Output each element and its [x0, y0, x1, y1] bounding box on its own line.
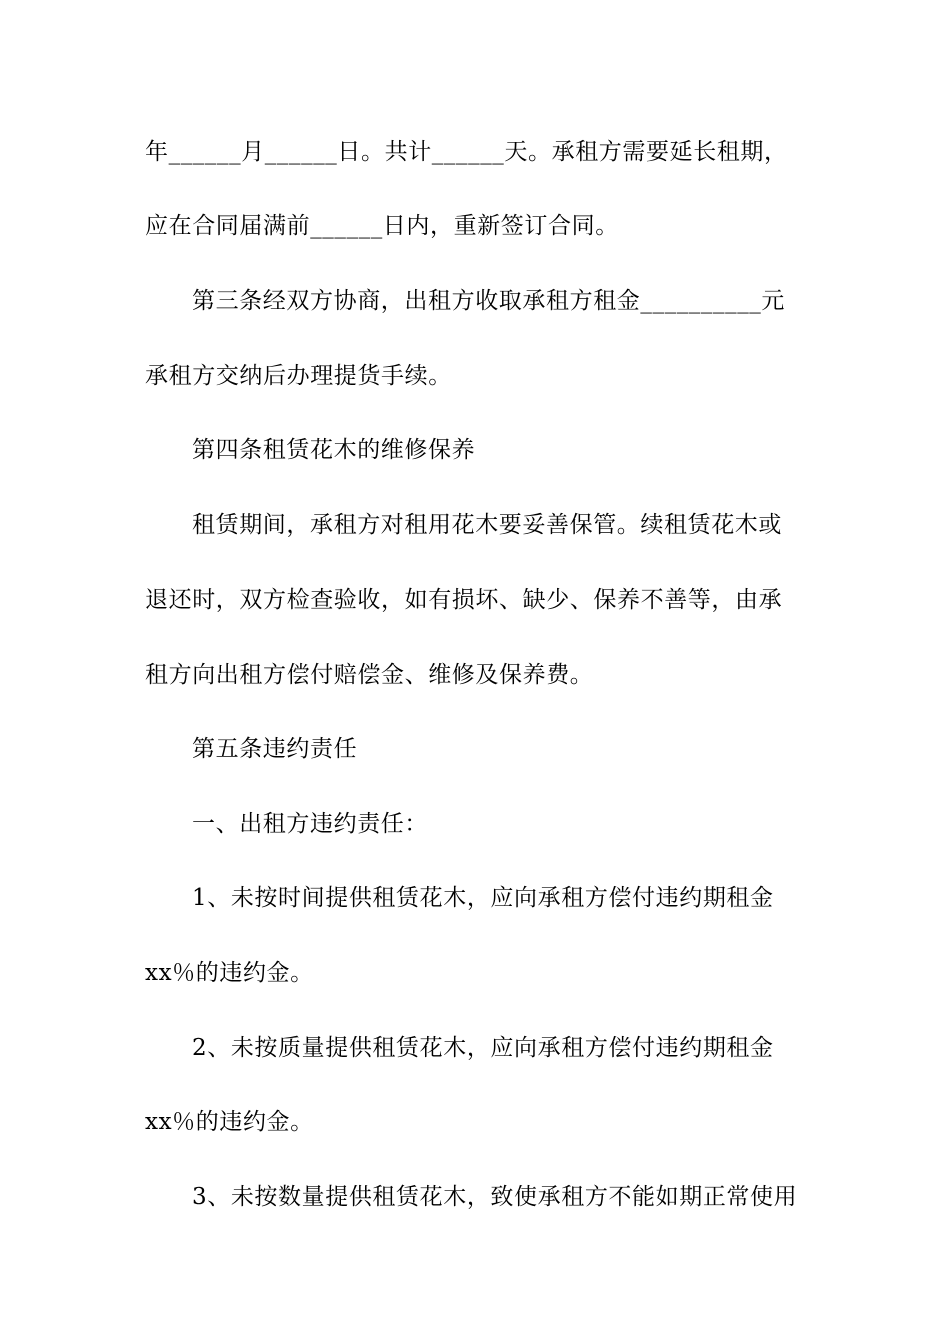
clause-5-heading: 第五条违约责任 — [192, 736, 358, 762]
text-line: 租赁期间，承租方对租用花木要妥善保管。续租赁花木或 — [192, 512, 782, 538]
clause-4-heading: 第四条租赁花木的维修保养 — [192, 437, 476, 463]
section-heading: 一、出租方违约责任： — [192, 811, 428, 837]
text-line: 租方向出租方偿付赔偿金、维修及保养费。 — [145, 662, 594, 688]
text-line: 退还时，双方检查验收，如有损坏、缺少、保养不善等，由承 — [145, 587, 783, 613]
text-line: xx％的违约金。 — [145, 1109, 314, 1135]
text-line: 年______月______日。共计______天。承租方需要延长租期， — [145, 139, 788, 165]
list-item-2: 2、未按质量提供租赁花木，应向承租方偿付违约期租金 — [192, 1035, 774, 1061]
text-line: xx％的违约金。 — [145, 960, 314, 986]
list-item-1: 1、未按时间提供租赁花木，应向承租方偿付违约期租金 — [192, 885, 774, 911]
list-item-3: 3、未按数量提供租赁花木，致使承租方不能如期正常使用 — [192, 1184, 798, 1210]
text-line: 应在合同届满前______日内，重新签订合同。 — [145, 213, 619, 239]
text-line: 承租方交纳后办理提货手续。 — [145, 363, 452, 389]
clause-3-line: 第三条经双方协商，出租方收取承租方租金__________元 — [192, 288, 785, 314]
